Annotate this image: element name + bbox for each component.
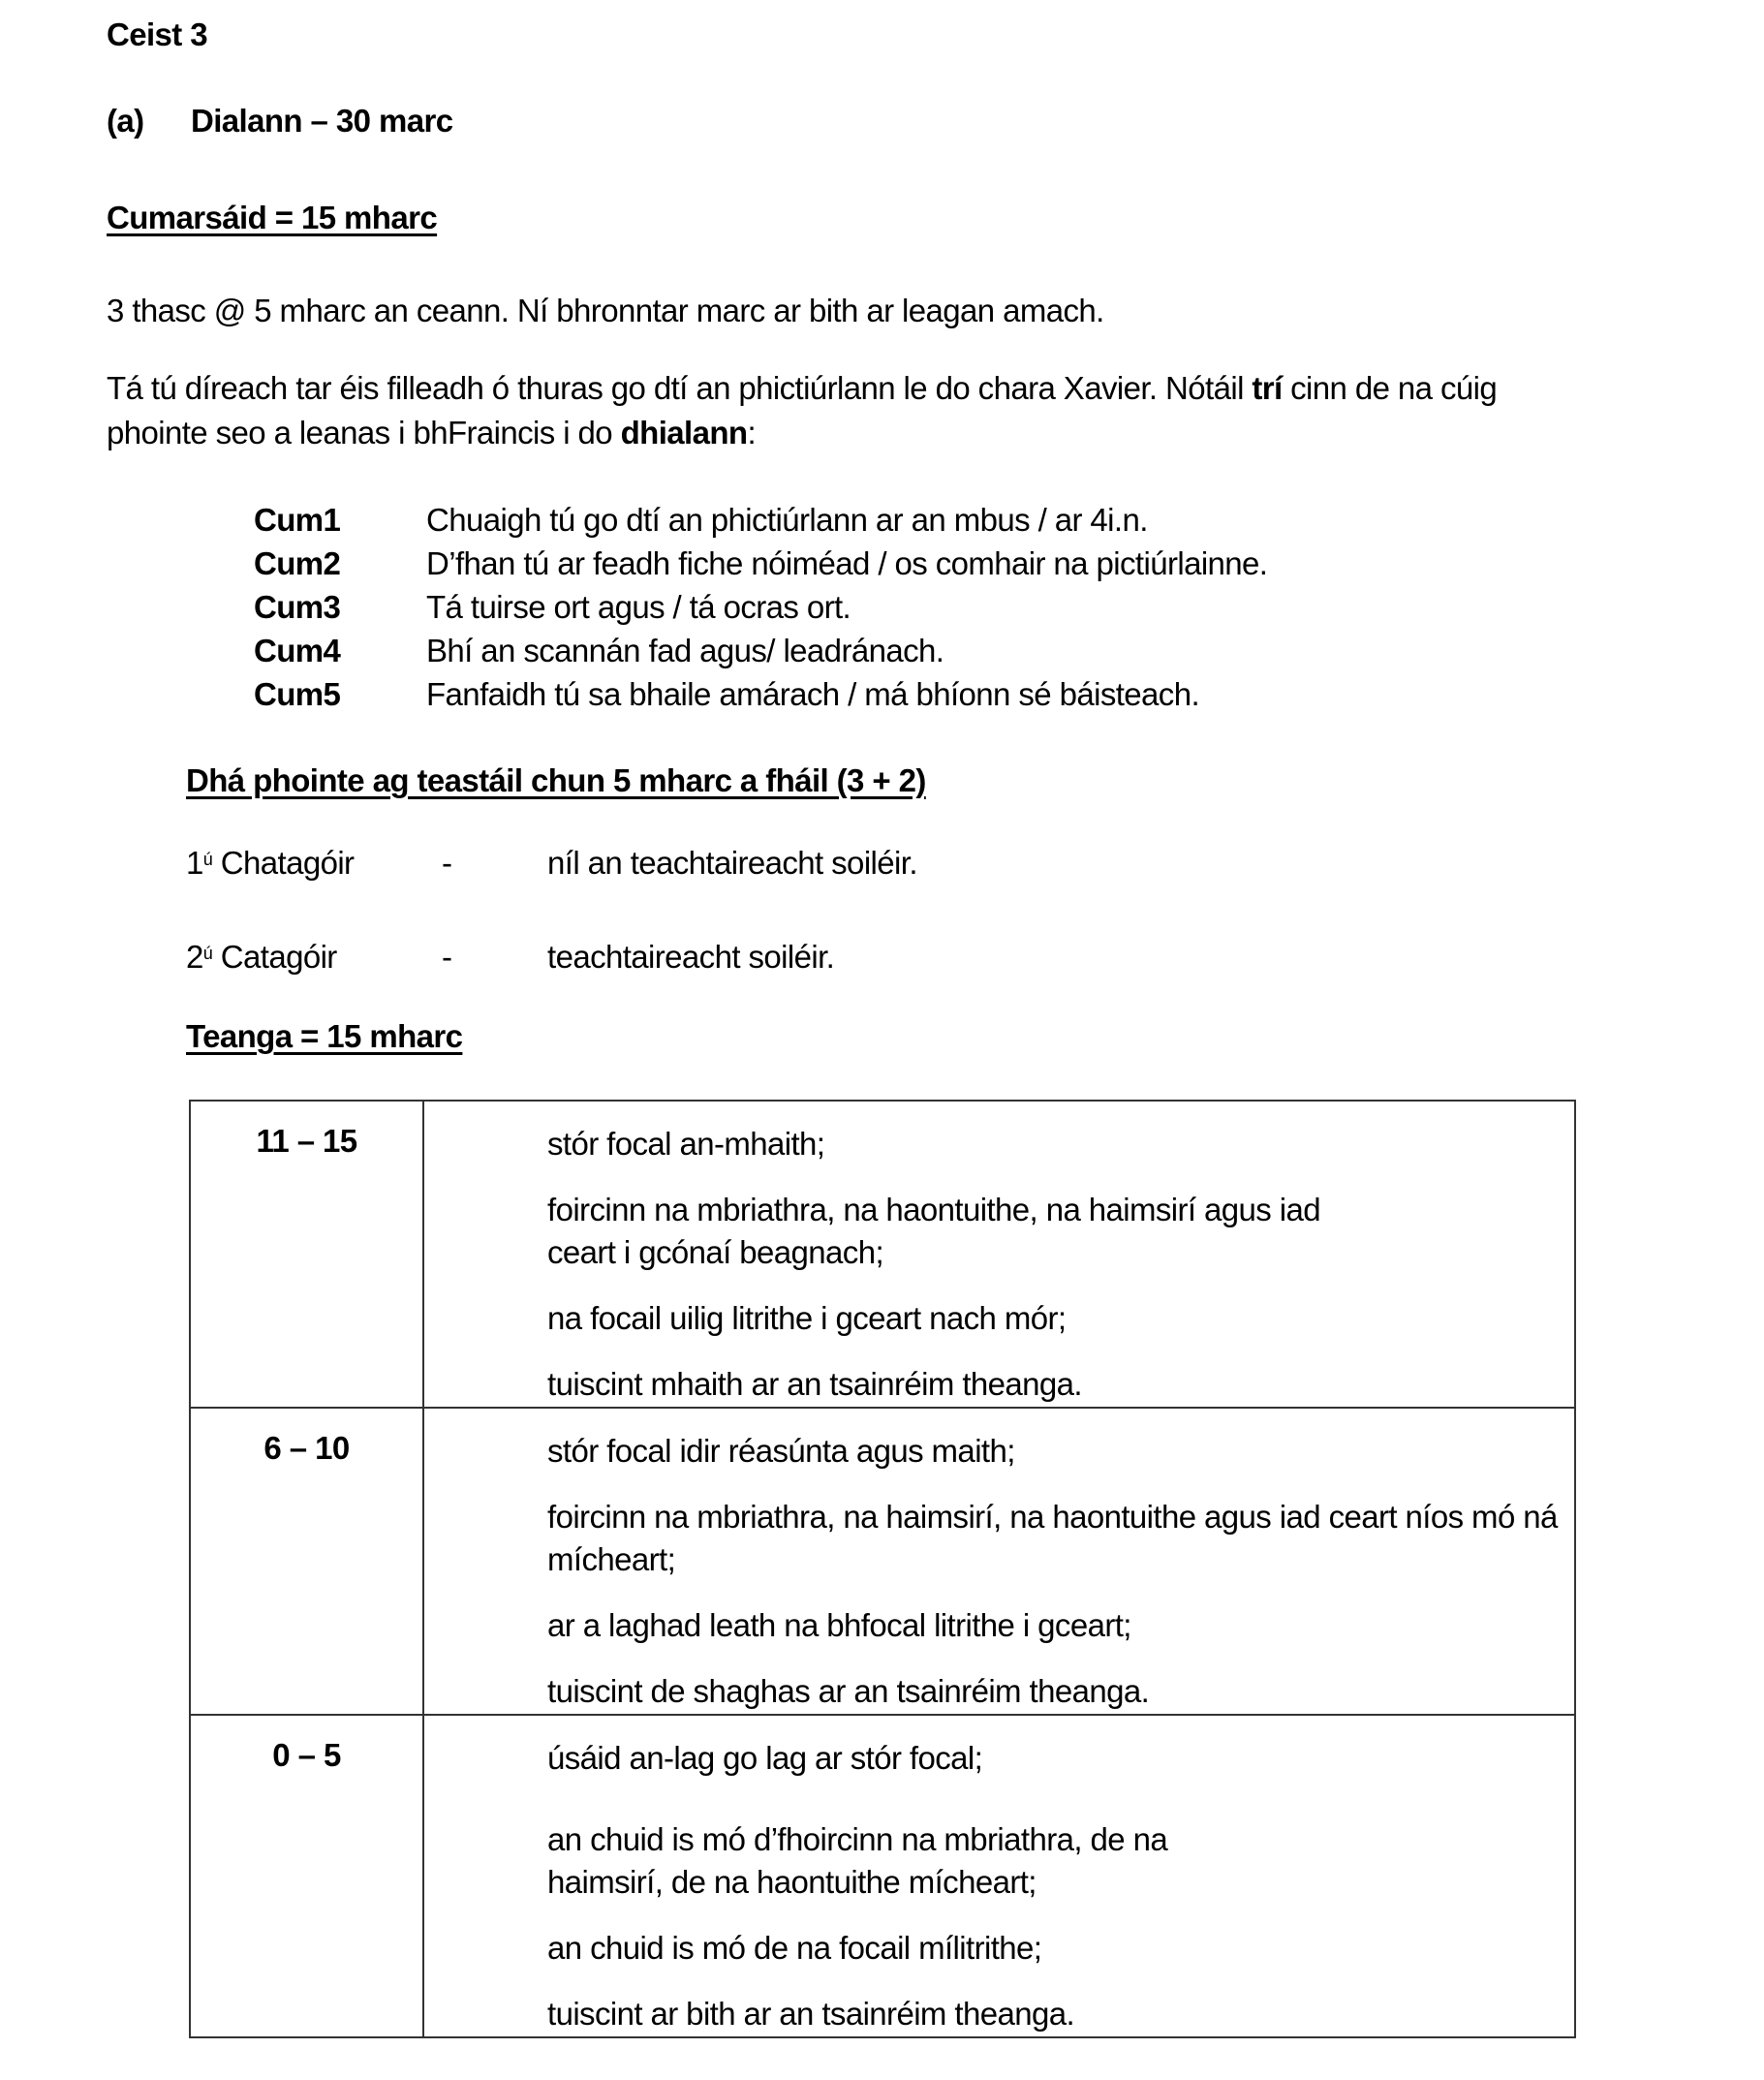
point-code: Cum5 — [254, 676, 341, 712]
part-title: Dialann – 30 marc — [191, 103, 453, 139]
band-range: 0 – 5 — [190, 1715, 423, 2037]
point-code: Cum1 — [254, 502, 341, 538]
table-row — [190, 1715, 1575, 2037]
task-instruction-line-1 — [107, 367, 1497, 410]
point-text: Tá tuirse ort agus / tá ocras ort. — [426, 589, 851, 625]
category-ordinal: ú — [202, 850, 213, 869]
task-text: phointe seo a leanas i bhFraincis i do — [107, 415, 621, 450]
question-title: Ceist 3 — [107, 16, 208, 52]
point-code: Cum3 — [254, 589, 341, 625]
criterion: an chuid is mó d’fhoircinn na mbriathra, de na haimsirí, de na haontuithe mícheart; — [547, 1821, 1168, 1900]
language-rubric-table — [189, 1100, 1576, 2038]
band-range: 6 – 10 — [190, 1408, 423, 1715]
point-text: Chuaigh tú go dtí an phictiúrlann ar an mbus / ar 4i.n. — [426, 502, 1148, 538]
criterion: tuiscint de shaghas ar an tsainréim theanga. — [547, 1673, 1150, 1709]
criterion: tuiscint mhaith ar an tsainréim theanga. — [547, 1366, 1082, 1402]
table-row — [190, 1101, 1575, 1408]
criterion: ar a laghad leath na bhfocal litrithe i gceart; — [547, 1607, 1131, 1643]
point-code: Cum2 — [254, 545, 341, 581]
criterion: stór focal idir réasúnta agus maith; — [547, 1433, 1015, 1469]
category-description: teachtaireacht soiléir. — [547, 939, 835, 975]
band-criteria — [423, 1408, 1575, 1715]
category-description: níl an teachtaireacht soiléir. — [547, 845, 917, 881]
point-text: Fanfaidh tú sa bhaile amárach / má bhíonn sé báisteach. — [426, 676, 1200, 712]
part-label: (a) — [107, 103, 144, 139]
criterion: tuiscint ar bith ar an tsainréim theanga. — [547, 1996, 1075, 2032]
criterion: foircinn na mbriathra, na haontuithe, na haimsirí agus iad ceart i gcónaí beagnach; — [547, 1192, 1321, 1270]
criterion: stór focal an-mhaith; — [547, 1126, 825, 1162]
criterion: foircinn na mbriathra, na haimsirí, na haontuithe agus iad ceart níos mó ná mícheart; — [547, 1499, 1558, 1577]
criterion: na focail uilig litrithe i gceart nach mór; — [547, 1300, 1067, 1336]
band-criteria — [423, 1715, 1575, 2037]
category-1 — [186, 842, 354, 885]
task-instruction-line-2 — [107, 412, 756, 454]
task-emphasis-three: trí — [1252, 370, 1283, 406]
category-ordinal: ú — [202, 944, 213, 963]
communication-intro: 3 thasc @ 5 mharc an ceann. Ní bhronntar marc ar bith ar leagan amach. — [107, 293, 1104, 328]
category-number: 1 — [186, 845, 203, 881]
band-range: 11 – 15 — [190, 1101, 423, 1408]
category-name: Catagóir — [220, 939, 337, 975]
point-text: D’fhan tú ar feadh fiche nóiméad / os comhair na pictiúrlainne. — [426, 545, 1268, 581]
category-name: Chatagóir — [220, 845, 355, 881]
criterion: úsáid an-lag go lag ar stór focal; — [547, 1740, 983, 1776]
scoring-heading: Dhá phointe ag teastáil chun 5 mharc a fháil (3 + 2) — [186, 762, 926, 798]
category-number: 2 — [186, 939, 203, 975]
band-criteria — [423, 1101, 1575, 1408]
task-text: Tá tú díreach tar éis filleadh ó thuras go dtí an phictiúrlann le do chara Xavier. Nótáil — [107, 370, 1253, 406]
communication-heading: Cumarsáid = 15 mharc — [107, 200, 438, 235]
point-text: Bhí an scannán fad agus/ leadránach. — [426, 633, 944, 668]
task-text: : — [747, 415, 757, 450]
category-2 — [186, 936, 337, 978]
category-dash: - — [442, 939, 452, 975]
point-code: Cum4 — [254, 633, 341, 668]
language-heading: Teanga = 15 mharc — [186, 1018, 463, 1054]
criterion: an chuid is mó de na focail mílitrithe; — [547, 1930, 1042, 1966]
task-text: cinn de na cúig — [1282, 370, 1498, 406]
task-emphasis-diary: dhialann — [620, 415, 748, 450]
table-row — [190, 1408, 1575, 1715]
category-dash: - — [442, 845, 452, 881]
